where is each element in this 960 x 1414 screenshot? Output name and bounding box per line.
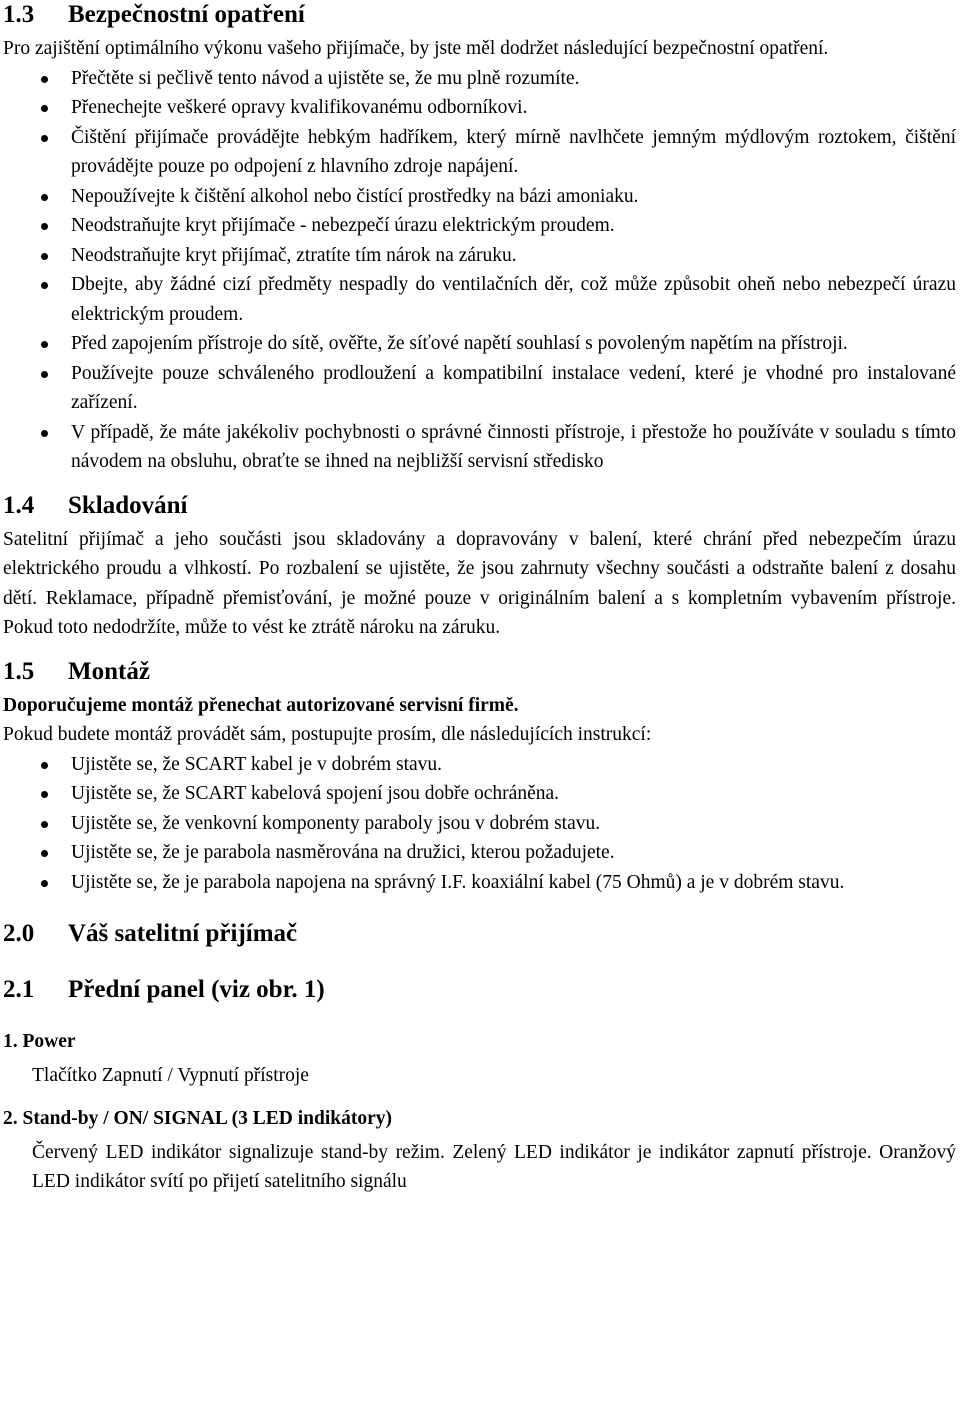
section-heading-2-1 — [3, 975, 956, 1005]
list-item: Nepoužívejte k čištění alkohol nebo čistící prostředky na bázi amoniaku. — [3, 182, 956, 212]
safety-intro: Pro zajištění optimálního výkonu vašeho přijímače, by jste měl dodržet následující bezpečnostní opatření. — [3, 38, 829, 59]
list-item: Ujistěte se, že je parabola napojena na správný I.F. koaxiální kabel (75 Ohmů) a je v dobrém stavu. — [3, 868, 956, 898]
list-item: Ujistěte se, že SCART kabel je v dobrém stavu. — [3, 750, 956, 780]
list-item: Čištění přijímače provádějte hebkým hadříkem, který mírně navlhčete jemným mýdlovým roztokem, čištění provádějte pouze po odpojení z hlavního zdroje napájení. — [3, 123, 956, 182]
section-heading-1-5 — [3, 657, 956, 687]
section-title: Montáž — [68, 657, 150, 685]
list-item: Ujistěte se, že SCART kabelová spojení jsou dobře ochráněna. — [3, 779, 956, 809]
section-number: 1.5 — [3, 657, 35, 685]
list-item: Používejte pouze schváleného prodloužení a kompatibilní instalace vedení, které je vhodné pro instalované zařízení. — [3, 359, 956, 418]
list-item: Přečtěte si pečlivě tento návod a ujistěte se, že mu plně rozumíte. — [3, 64, 956, 94]
section-number: 1.3 — [3, 1, 35, 28]
section-title: Přední panel (viz obr. 1) — [68, 976, 325, 1003]
installation-recommendation: Doporučujeme montáž přenechat autorizované servisní firmě. — [3, 694, 519, 716]
safety-list — [3, 64, 956, 477]
section-heading-2-0 — [3, 919, 956, 949]
section-number: 2.1 — [3, 976, 35, 1003]
item-text-standby: Červený LED indikátor signalizuje stand-by režim. Zelený LED indikátor je indikátor zapnutí přístroje. Oranžový LED indikátor svítí po přijetí satelitního signálu — [32, 1141, 956, 1192]
storage-text: Satelitní přijímač a jeho součásti jsou skladovány a dopravovány v balení, které chrání před nebezpečím úrazu elektrického proudu a vlhkostí. Po rozbalení se ujistěte, že jsou zahrnuty všechny součásti a odstraňte balení z dosahu dětí. Reklamace, případně přemisťování, je možné pouze v originálním balení a s kompletním vybavením přístroje. Pokud toto nedodržíte, může to vést ke ztrátě nároku na záruku. — [3, 528, 956, 638]
item-title-power: 1. Power — [3, 1031, 76, 1052]
item-title-standby: 2. Stand-by / ON/ SIGNAL (3 LED indikátory) — [3, 1108, 393, 1129]
section-heading-1-3 — [3, 0, 956, 30]
list-item: Přenechejte veškeré opravy kvalifikovanému odborníkovi. — [3, 93, 956, 123]
section-title: Bezpečnostní opatření — [68, 1, 305, 28]
section-title: Váš satelitní přijímač — [68, 920, 298, 947]
installation-list — [3, 750, 956, 898]
section-number: 1.4 — [3, 491, 35, 519]
section-number: 2.0 — [3, 920, 35, 947]
installation-intro: Pokud budete montáž provádět sám, postupujte prosím, dle následujících instrukcí: — [3, 724, 652, 745]
list-item: Neodstraňujte kryt přijímače - nebezpečí úrazu elektrickým proudem. — [3, 211, 956, 241]
list-item: Dbejte, aby žádné cizí předměty nespadly do ventilačních děr, což může způsobit oheň nebo nebezpečí úrazu elektrickým proudem. — [3, 270, 956, 329]
list-item: V případě, že máte jakékoliv pochybnosti o správné činnosti přístroje, i přestože ho používáte v souladu s tímto návodem na obsluhu, obraťte se ihned na nejbližší servisní středisko — [3, 418, 956, 477]
section-heading-1-4 — [3, 491, 956, 521]
list-item: Neodstraňujte kryt přijímač, ztratíte tím nárok na záruku. — [3, 241, 956, 271]
list-item: Před zapojením přístroje do sítě, ověřte, že síťové napětí souhlasí s povoleným napětím na přístroji. — [3, 329, 956, 359]
section-title: Skladování — [68, 491, 188, 519]
item-text-power: Tlačítko Zapnutí / Vypnutí přístroje — [32, 1064, 309, 1086]
list-item: Ujistěte se, že venkovní komponenty paraboly jsou v dobrém stavu. — [3, 809, 956, 839]
list-item: Ujistěte se, že je parabola nasměrována na družici, kterou požadujete. — [3, 838, 956, 868]
